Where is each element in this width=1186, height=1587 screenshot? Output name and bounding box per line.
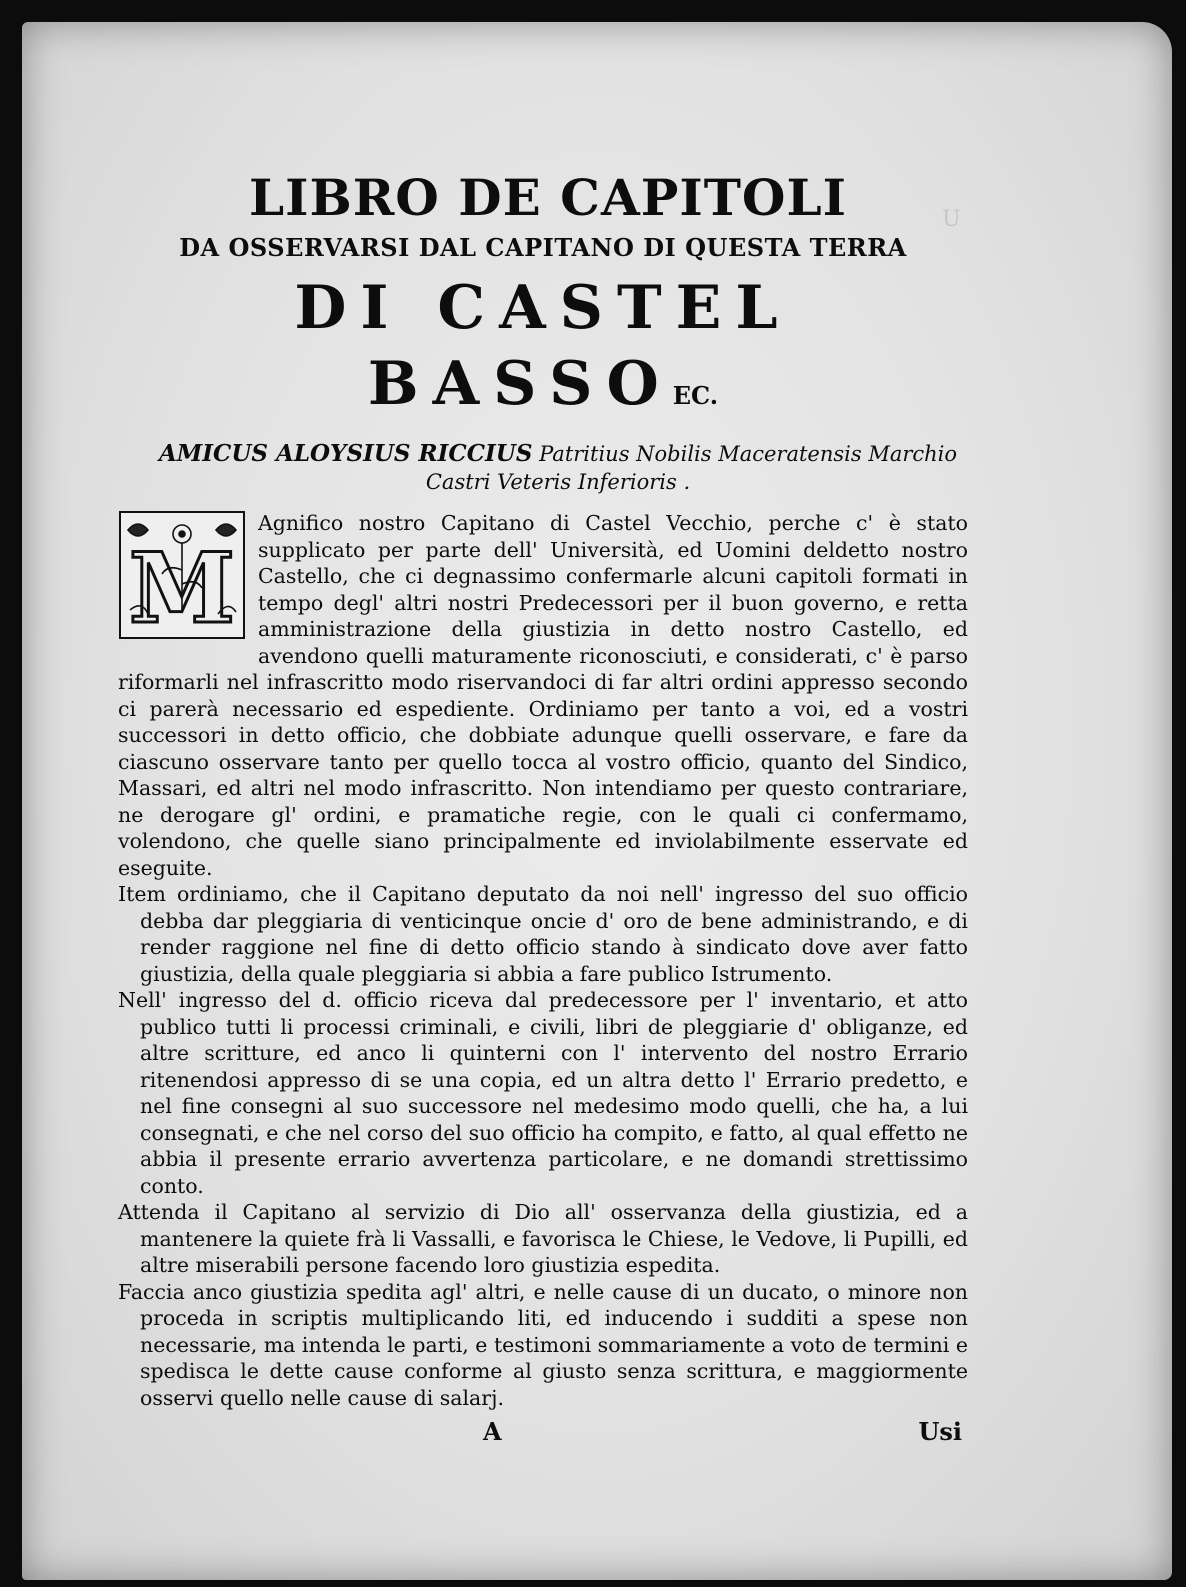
catchword: Usi — [918, 1417, 962, 1446]
title-line-1: LIBRO DE CAPITOLI — [248, 168, 848, 227]
paragraph-2: Item ordiniamo, che il Capitano deputato da noi nell' ingresso del suo officio debba dar pleggiaria di venticinque oncie d' oro de bene administrando, e di render raggione nel fine di detto officio stando à sindicato dove aver fatto giustizia, della quale pleggiaria si abbia a fare publico Istrumento. — [118, 882, 968, 986]
signature-mark: A — [483, 1417, 502, 1446]
paragraph-3: Nell' ingresso del d. officio riceva dal predecessore per l' inventario, et atto publico tutti li processi criminali, e civili, libri de pleggiarie d' obliganze, ed altre scritture, ed anco li quinterni con l' intervento del nostro Errario ritenendosi appresso di se una copia, ed un altra detto l' Errario predetto, e nel fine consegni al suo successore nel medesimo modo quelli, che ha, a lui consegnati, e che nel corso del suo officio ha compito, e fatto, al qual effetto ne abbia il presente errario avvertenza particolare, e ne domandi strettissimo conto. — [118, 988, 968, 1198]
paragraph-5: Faccia anco giustizia spedita agl' altri, e nelle cause di un ducato, o minore non proceda in scriptis multiplicando liti, ed inducendo i sudditi a spese non necessarie, ma intenda le parti, e testimoni sommariamente a voto de termini e spedisca le dette cause conforme al giusto senza scrittura, e maggiormente osservi quello nelle cause di salarj. — [118, 1279, 968, 1410]
issuer-titles-1: Patritius Nobilis Maceratensis Marchio — [539, 442, 958, 466]
paragraph-4: Attenda il Capitano al servizio di Dio all' osservanza della giustizia, ed a mantenere la quiete frà li Vassalli, e favorisca le Chiese, le Vedove, li Pupilli, ed altre miserabili persone facendo loro giustizia espedita. — [118, 1200, 968, 1277]
document-content — [118, 168, 968, 1453]
issuer-name: AMICUS ALOYSIUS RICCIUS — [158, 440, 533, 467]
title-suffix: EC. — [672, 381, 719, 410]
paragraph-1: Agnifico nostro Capitano di Castel Vecchio, perche c' è stato supplicato per parte dell' Università, ed Uomini deldetto nostro Castello, che ci degnassimo confermarle alcuni capitoli formati in tempo degl' altri nostri Predecessori per il buon governo, e retta amministrazione della giustizia in detto nostro Castello, ed avendono quelli maturamente riconosciuti, e considerati, c' è parso riformarli nel infrascritto modo riservandoci di far altri ordini appresso secondo ci parerà necessario ed espediente. Ordiniamo per tanto a voi, ed a vostri successori in detto officio, che dobbiate adunque quelli osservare, e fare da ciascuno osservare tanto per quello tocca al vostro officio, quanto del Sindico, Massari, ed altri nel modo infrascritto. Non intendiamo per questo contrariare, ne derogare gl' ordini, e pramatiche regie, con le quali ci confermamo, volendono, che quelle siano principalmente ed inviolabilmente esservate ed eseguite. — [118, 511, 968, 880]
title-line-3 — [118, 270, 968, 434]
issuer-block — [148, 440, 968, 496]
decorated-initial-m-icon — [118, 510, 246, 640]
issuer-titles-2: Castri Veteris Inferioris . — [425, 470, 691, 494]
bleed-through-text: U — [942, 207, 961, 232]
page-footer — [118, 1413, 968, 1453]
opening-paragraph — [118, 510, 968, 881]
title-line-2: DA OSSERVARSI DAL CAPITANO DI QUESTA TERRA — [179, 233, 907, 262]
title-place-name: DI CASTEL BASSO — [294, 273, 792, 419]
initial-letter-glyph: M — [128, 532, 236, 640]
